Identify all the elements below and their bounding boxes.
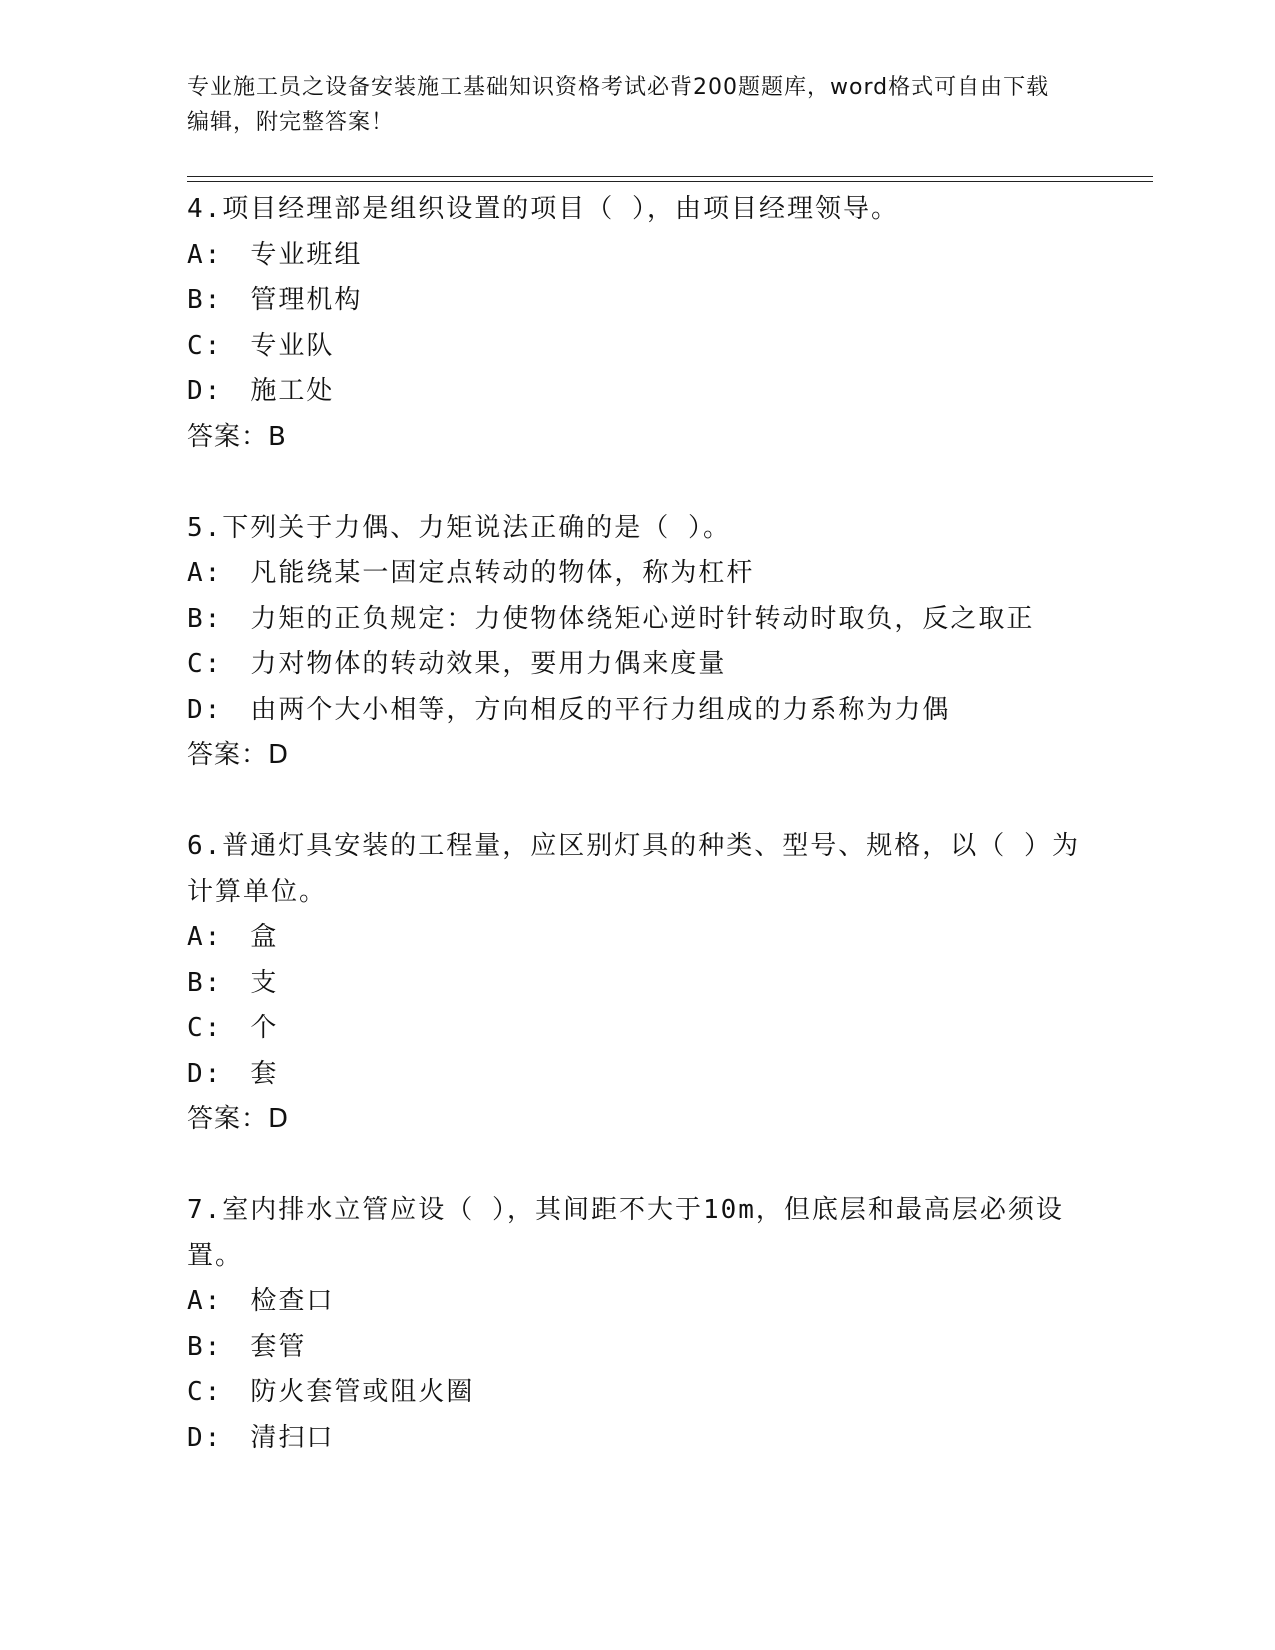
- option-c: [187, 1370, 1087, 1416]
- option-letter: D:: [187, 376, 223, 406]
- option-text: 专业队: [250, 330, 335, 361]
- option-letter: C:: [187, 1377, 223, 1407]
- question-4: [187, 187, 1087, 460]
- option-a: [187, 915, 1087, 961]
- option-text: 力矩的正负规定：力使物体绕矩心逆时针转动时取负，反之取正: [250, 603, 1035, 634]
- option-letter: D:: [187, 694, 223, 725]
- option-text: 管理机构: [250, 285, 363, 315]
- option-text: 个: [250, 1013, 279, 1043]
- option-letter: A:: [187, 922, 223, 952]
- option-b: [187, 961, 1087, 1007]
- question-text: 4.项目经理部是组织设置的项目（ ），由项目经理领导。: [187, 194, 899, 224]
- option-b: [187, 278, 1087, 324]
- option-letter: D:: [187, 1058, 223, 1089]
- option-c: [187, 1006, 1087, 1052]
- option-a: [187, 1279, 1087, 1325]
- option-text: 防火套管或阻火圈: [250, 1377, 475, 1407]
- option-d: [187, 1416, 1087, 1462]
- option-text: 专业班组: [250, 239, 363, 270]
- option-a: [187, 233, 1087, 279]
- option-text: 凡能绕某一固定点转动的物体，称为杠杆: [250, 558, 755, 588]
- option-c: [187, 642, 1087, 688]
- option-letter: A:: [187, 239, 223, 270]
- option-text: 检查口: [250, 1286, 335, 1316]
- option-b: [187, 1325, 1087, 1371]
- question-list: [187, 187, 1087, 1461]
- option-text: 支: [250, 967, 279, 998]
- header-title: 专业施工员之设备安装施工基础知识资格考试必背200题题库，word格式可自由下载编辑，附完整答案！: [187, 75, 1050, 135]
- answer-line: 答案：D: [187, 740, 290, 770]
- option-letter: B:: [187, 967, 223, 998]
- question-5: [187, 506, 1087, 779]
- option-text: 盒: [250, 922, 279, 952]
- document-header: [187, 70, 1067, 140]
- option-letter: A:: [187, 558, 223, 588]
- question-text: 6.普通灯具安装的工程量，应区别灯具的种类、型号、规格，以（ ）为计算单位。: [187, 831, 1080, 907]
- question-6: [187, 824, 1087, 1143]
- option-letter: C:: [187, 330, 223, 361]
- header-rule-top: [187, 176, 1153, 177]
- option-text: 力对物体的转动效果，要用力偶来度量: [250, 649, 727, 679]
- option-text: 套: [250, 1058, 279, 1089]
- question-7: [187, 1188, 1087, 1461]
- header-rule-bottom: [187, 181, 1153, 182]
- answer-line: 答案：D: [187, 1104, 290, 1134]
- question-text: 7.室内排水立管应设（ ），其间距不大于10m，但底层和最高层必须设置。: [187, 1195, 1064, 1271]
- option-letter: D:: [187, 1422, 223, 1453]
- answer-line: 答案：B: [187, 421, 287, 452]
- option-letter: C:: [187, 649, 223, 679]
- option-text: 由两个大小相等，方向相反的平行力组成的力系称为力偶: [250, 694, 951, 725]
- option-letter: B:: [187, 603, 223, 634]
- option-letter: B:: [187, 285, 223, 315]
- option-text: 清扫口: [250, 1422, 335, 1453]
- option-d: [187, 688, 1087, 734]
- option-c: [187, 324, 1087, 370]
- option-letter: C:: [187, 1013, 223, 1043]
- option-b: [187, 597, 1087, 643]
- option-text: 套管: [250, 1331, 307, 1362]
- option-a: [187, 551, 1087, 597]
- option-text: 施工处: [250, 376, 335, 406]
- option-letter: A:: [187, 1286, 223, 1316]
- option-d: [187, 1052, 1087, 1098]
- option-letter: B:: [187, 1331, 223, 1362]
- option-d: [187, 369, 1087, 415]
- question-text: 5.下列关于力偶、力矩说法正确的是（ ）。: [187, 512, 731, 543]
